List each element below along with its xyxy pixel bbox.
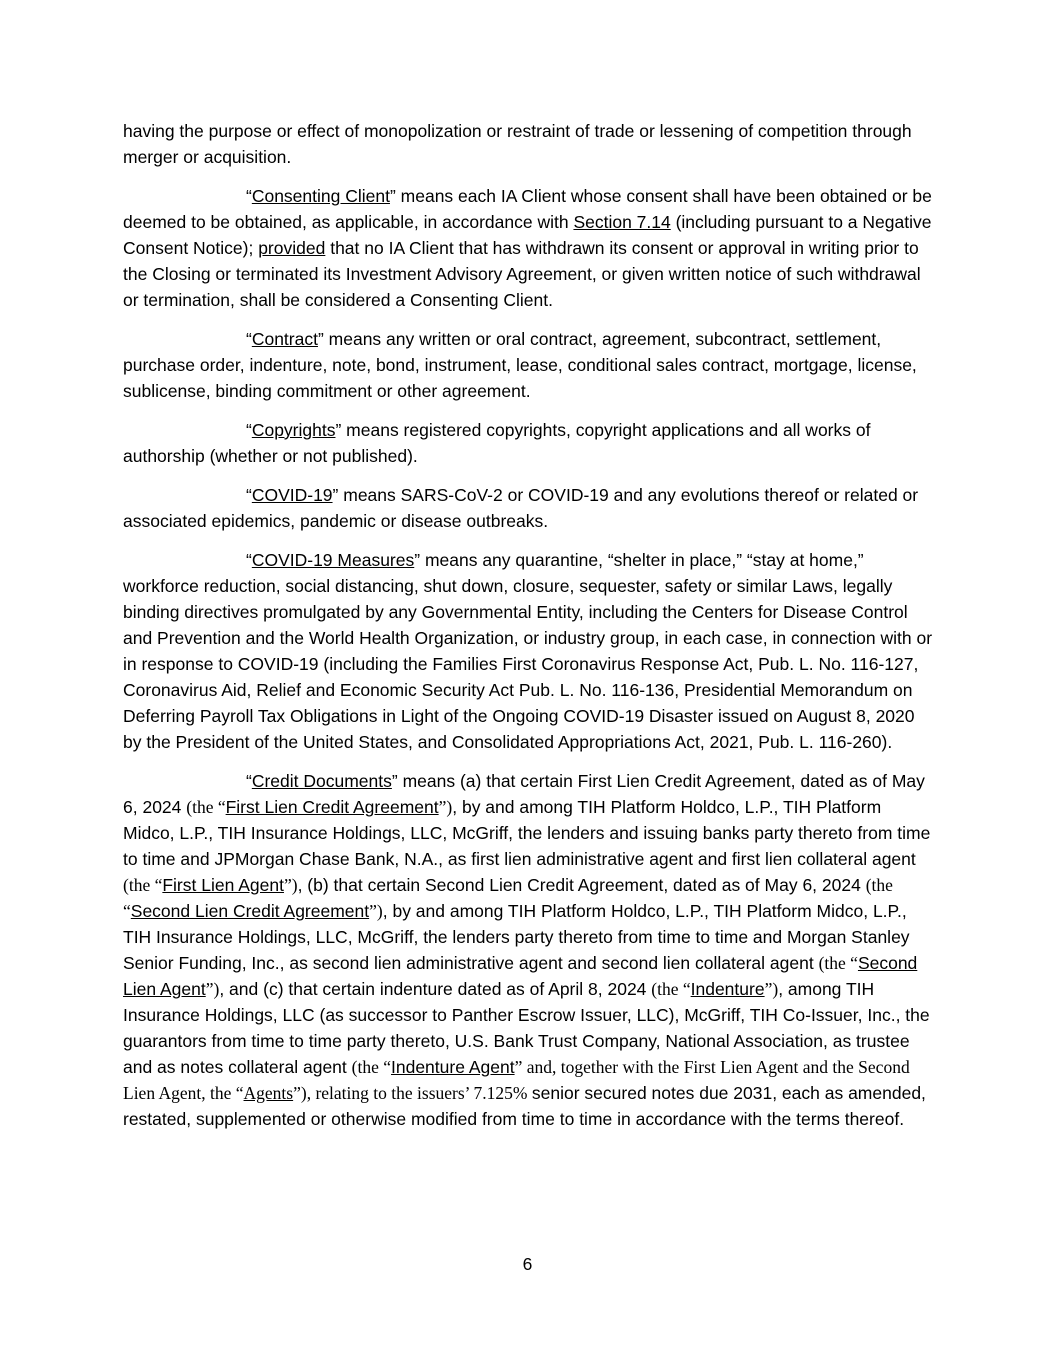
paragraph-definition-covid-19 [123,482,933,534]
defined-term: provided [258,238,326,258]
defined-term: COVID-19 [251,485,333,505]
defined-term: Indenture Agent [391,1057,515,1077]
text-run: , and (c) that certain indenture dated as of April 8, 2024 [219,979,652,999]
text-run: ”) [283,875,298,895]
defined-term: First Lien Credit Agreement [225,797,439,817]
text-run: , by and among TIH Platform Holdco, L.P., TIH Platform Midco, L.P., TIH Insurance Holdings, LLC, McGriff, the lenders and issuing banks party thereto from time to time and JPMorgan Chase Bank, N.A., as first lien administrative agent and first lien collateral agent [123,797,931,869]
text-run: ” means any quarantine, “shelter in place,” “stay at home,” workforce reduction, social distancing, shut down, closure, sequester, safety or similar Laws, legally binding directives promulgated by any Governmental Entity, including the Centers for Disease Control and Prevention and the World Health Organization, or industry group, in each case, in connection with or in response to COVID-19 (including the Families First Coronavirus Response Act, Pub. L. No. 116-127, Coronavirus Aid, Relief and Economic Security Act Pub. L. No. 116-136, Presidential Memorandum on Deferring Payroll Tax Obligations in Light of the Ongoing COVID-19 Disaster issued on August 8, 2020 by the President of the United States, and Consolidated Appropriations Act, 2021, Pub. L. 116-260). [123,550,933,752]
text-run: ” means any written or oral contract, agreement, subcontract, settlement, purchase order, indenture, note, bond, instrument, lease, conditional sales contract, mortgage, license, sublicense, binding commitment or other agreement. [123,329,917,401]
text-run: (including pursuant to a Negative Consent Notice); [123,212,932,258]
defined-term: Consenting Client [251,186,390,206]
text-run: (the “ [651,979,691,999]
text-run: having the purpose or effect of monopolization or restraint of trade or lessening of competition through merger or acquisition. [123,121,912,167]
text-run: ”) [205,979,220,999]
text-run: ” means (a) that certain First Lien Credit Agreement, dated as of May 6, 2024 [123,771,925,817]
defined-term: Copyrights [251,420,336,440]
defined-term: Indenture [690,979,765,999]
text-run: , by and among TIH Platform Holdco, L.P., TIH Platform Midco, L.P., TIH Insurance Holdings, LLC, McGriff, the lenders party thereto from time to time and Morgan Stanley Senior Funding, Inc., as second lien administrative agent and second lien collateral agent [123,901,910,973]
defined-term: Section 7.14 [573,212,671,232]
defined-term: COVID-19 Measures [251,550,415,570]
defined-term: Agents [243,1083,294,1103]
text-run: , (b) that certain Second Lien Credit Agreement, dated as of May 6, 2024 [297,875,866,895]
defined-term: Contract [251,329,318,349]
text-run: (the “ [186,797,226,817]
text-run: “ [246,485,252,505]
paragraph-definition-consenting-client [123,183,933,313]
text-run: ” means SARS-CoV-2 or COVID-19 and any evolutions thereof or related or associated epidemics, pandemic or disease outbreaks. [123,485,919,531]
text-run: , among TIH Insurance Holdings, LLC (as successor to Panther Escrow Issuer, LLC), McGriff, TIH Co-Issuer, Inc., the guarantors from time to time party thereto, U.S. Bank Trust Company, National Association, as trustee and as notes collateral agent [123,979,930,1077]
text-run: ”) [369,901,383,921]
defined-term: Second Lien Credit Agreement [130,901,370,921]
defined-term: Credit Documents [251,771,392,791]
text-run: ”), relating to the issuers’ 7.125% [293,1083,532,1103]
paragraph-continuation [123,118,933,170]
text-run: (the “ [818,953,858,973]
text-run: ” and, together with the First Lien Agent and the Second Lien Agent, the “ [123,1057,910,1103]
text-run: ”) [438,797,453,817]
page-number: 6 [522,1254,533,1274]
text-run: ” means each IA Client whose consent shall have been obtained or be deemed to be obtained, as applicable, in accordance with [123,186,932,232]
defined-term: First Lien Agent [162,875,284,895]
paragraph-definition-covid-19-measures [123,547,933,755]
paragraph-definition-copyrights [123,417,933,469]
text-run: that no IA Client that has withdrawn its consent or approval in writing prior to the Closing or terminated its Investment Advisory Agreement, or given written notice of such withdrawal or termination, shall be considered a Consenting Client. [123,238,921,310]
text-run: “ [246,329,252,349]
document-body [123,118,933,1145]
text-run: “ [246,771,252,791]
paragraph-definition-credit-documents [123,768,933,1132]
text-run: “ [246,186,252,206]
paragraph-definition-contract [123,326,933,404]
text-run: ”) [764,979,779,999]
text-run: ” means registered copyrights, copyright applications and all works of authorship (whether or not published). [123,420,871,466]
text-run: (the “ [123,875,893,921]
text-run: “ [246,550,252,570]
text-run: (the “ [123,875,163,895]
text-run: senior secured notes due 2031, each as amended, restated, supplemented or otherwise modified from time to time in accordance with the terms thereof. [123,1083,926,1129]
text-run: “ [246,420,252,440]
text-run: (the “ [351,1057,391,1077]
defined-term: Second Lien Agent [123,953,918,999]
